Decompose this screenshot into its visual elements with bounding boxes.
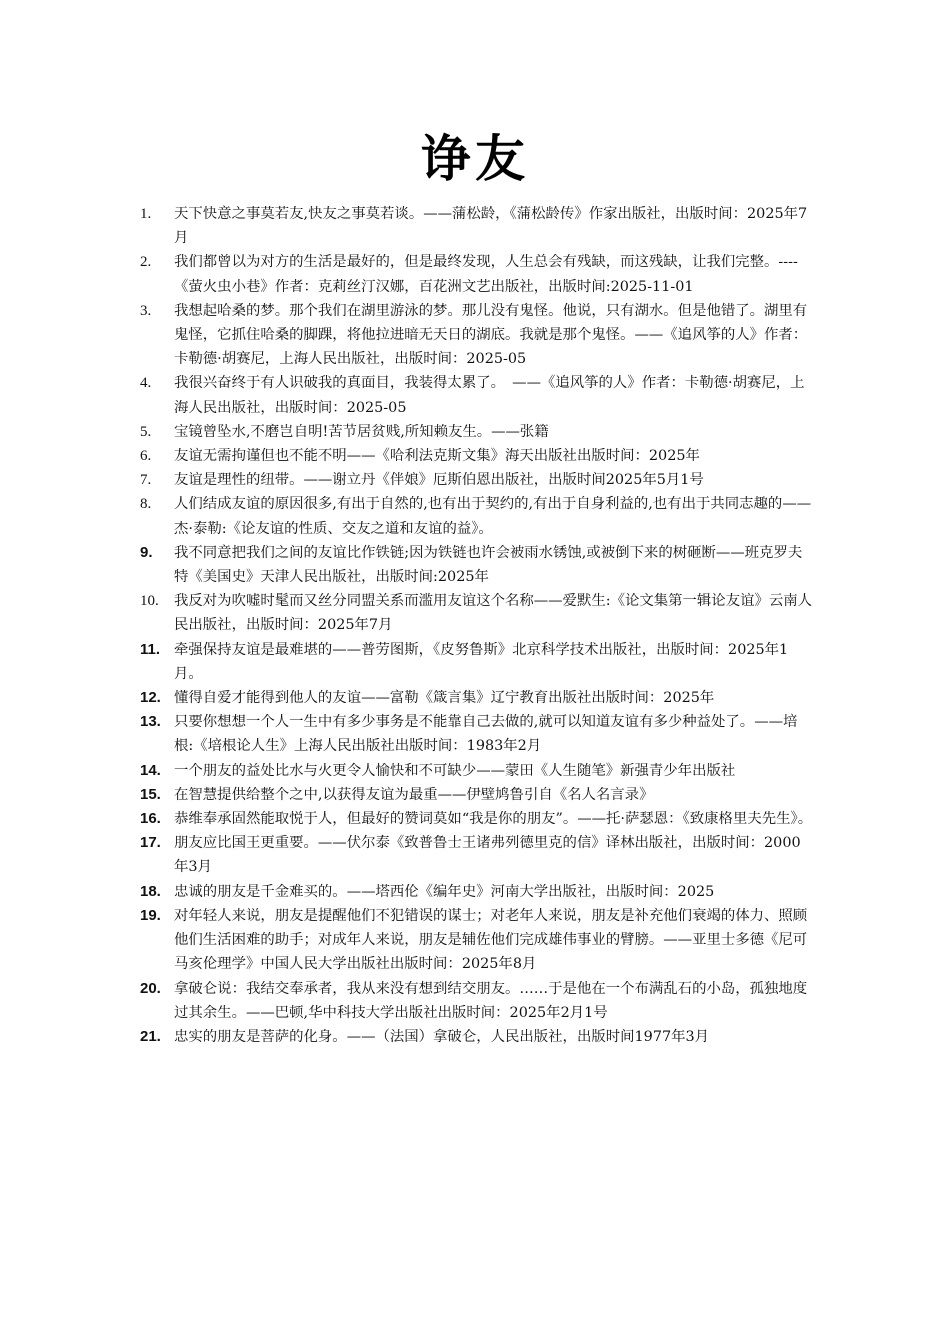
quote-text: 友谊是理性的纽带。——谢立丹《伴娘》厄斯伯恩出版社，出版时间2025年5月1号 (174, 472, 704, 489)
list-number: 20. (140, 979, 161, 997)
quote-text: 拿破仑说：我结交奉承者，我从来没有想到结交朋友。……于是他在一个布满乱石的小岛，孤独地度过其余生。——巴顿,华中科技大学出版社出版时间：2025年2月1号 (174, 980, 808, 1021)
quote-text: 我们都曾以为对方的生活是最好的，但是最终发现，人生总会有残缺，而这残缺，让我们完整。----《萤火虫小巷》作者：克莉丝汀汉娜，百花洲文艺出版社，出版时间:2025-11-01 (174, 254, 798, 295)
list-number: 19. (140, 906, 161, 924)
list-number: 16. (140, 810, 161, 828)
list-number: 17. (140, 834, 161, 852)
list-item (134, 250, 814, 298)
quote-text: 在智慧提供给整个之中,以获得友谊为最重——伊壁鸠鲁引自《名人名言录》 (174, 786, 654, 803)
list-item (134, 492, 814, 540)
list-number: 11. (140, 640, 161, 658)
list-item (134, 807, 814, 831)
list-number: 4. (140, 375, 152, 392)
list-item (134, 589, 814, 637)
quote-text: 懂得自爱才能得到他人的友谊——富勒《箴言集》辽宁教育出版社出版时间：2025年 (174, 690, 715, 707)
list-number: 13. (140, 713, 161, 731)
list-number: 7. (140, 472, 152, 489)
list-item (134, 686, 814, 710)
list-item (134, 759, 814, 783)
list-item (134, 468, 814, 492)
list-item (134, 371, 814, 419)
list-number: 5. (140, 423, 152, 440)
list-item (134, 1025, 814, 1049)
quote-list (134, 202, 814, 1049)
list-number: 14. (140, 761, 161, 779)
list-item (134, 541, 814, 589)
quote-text: 人们结成友谊的原因很多,有出于自然的,也有出于契约的,有出于自身利益的,也有出于共同志趣的——杰·泰勒:《论友谊的性质、交友之道和友谊的益》。 (174, 496, 812, 537)
list-item (134, 420, 814, 444)
quote-text: 对年轻人来说，朋友是提醒他们不犯错误的谋士；对老年人来说，朋友是补充他们衰竭的体力、照顾他们生活困难的助手；对成年人来说，朋友是辅佐他们完成雄伟事业的臂膀。——亚里士多德《尼可马亥伦理学》中国人民大学出版社出版时间：2025年8月 (174, 907, 808, 973)
list-number: 21. (140, 1027, 161, 1045)
list-number: 9. (140, 543, 153, 561)
list-item (134, 880, 814, 904)
list-item (134, 710, 814, 758)
quote-text: 我很兴奋终于有人识破我的真面目，我装得太累了。 ——《追风筝的人》作者：卡勒德·胡赛尼，上海人民出版社，出版时间：2025-05 (174, 375, 805, 416)
quote-text: 天下快意之事莫若友,快友之事莫若谈。——蒲松龄，《蒲松龄传》作家出版社，出版时间：2025年7月 (174, 206, 808, 247)
page-title: 诤友 (421, 130, 529, 188)
list-number: 8. (140, 496, 152, 513)
list-item (134, 831, 814, 879)
quote-text: 忠诚的朋友是千金难买的。——塔西伦《编年史》河南大学出版社，出版时间：2025 (174, 883, 715, 900)
quote-text: 牵强保持友谊是最难堪的——普劳图斯，《皮努鲁斯》北京科学技术出版社，出版时间：2025年1月。 (174, 641, 789, 682)
list-number: 12. (140, 689, 161, 707)
list-number: 3. (140, 302, 152, 319)
list-number: 6. (140, 448, 152, 465)
list-item (134, 444, 814, 468)
quote-text: 我反对为吹嘘时髦而又丝分同盟关系而滥用友谊这个名称——爱默生:《论文集第一辑论友谊》云南人民出版社，出版时间：2025年7月 (174, 593, 813, 634)
quote-text: 朋友应比国王更重要。——伏尔泰《致普鲁士王诸弗列德里克的信》译林出版社，出版时间：2000年3月 (174, 835, 801, 876)
quote-text: 只要你想想一个人一生中有多少事务是不能靠自己去做的,就可以知道友谊有多少种益处了。——培根:《培根论人生》上海人民出版社出版时间：1983年2月 (174, 714, 798, 755)
quote-text: 忠实的朋友是菩萨的化身。——（法国）拿破仑，人民出版社，出版时间1977年3月 (174, 1028, 710, 1045)
quote-text: 宝镜曾坠水,不磨岂自明!苦节居贫贱,所知赖友生。——张籍 (174, 423, 549, 440)
list-number: 1. (140, 206, 152, 222)
list-item (134, 638, 814, 686)
list-number: 2. (140, 254, 152, 271)
list-number: 15. (140, 785, 161, 803)
list-item (134, 904, 814, 977)
list-number: 18. (140, 882, 161, 900)
quote-text: 恭维奉承固然能取悦于人，但最好的赞词莫如“我是你的朋友”。——托·萨瑟恩：《致康格里夫先生》。 (174, 811, 813, 828)
quote-text: 友谊无需拘谨但也不能不明——《哈利法克斯文集》海天出版社出版时间：2025年 (174, 448, 700, 465)
quote-text: 一个朋友的益处比水与火更令人愉快和不可缺少——蒙田《人生随笔》新强青少年出版社 (174, 762, 736, 779)
list-item (134, 977, 814, 1025)
list-item (134, 299, 814, 372)
quote-text: 我想起哈桑的梦。那个我们在湖里游泳的梦。那儿没有鬼怪。他说，只有湖水。但是他错了。湖里有鬼怪，它抓住哈桑的脚踝，将他拉进暗无天日的湖底。我就是那个鬼怪。——《追风筝的人》作者：卡勒德·胡赛尼，上海人民出版社，出版时间：2025-05 (174, 302, 808, 368)
quote-text: 我不同意把我们之间的友谊比作铁链;因为铁链也许会被雨水锈蚀,或被倒下来的树砸断——班克罗夫特《美国史》天津人民出版社，出版时间:2025年 (174, 544, 803, 586)
list-item (134, 202, 814, 250)
list-item (134, 783, 814, 807)
list-number: 10. (140, 593, 159, 610)
